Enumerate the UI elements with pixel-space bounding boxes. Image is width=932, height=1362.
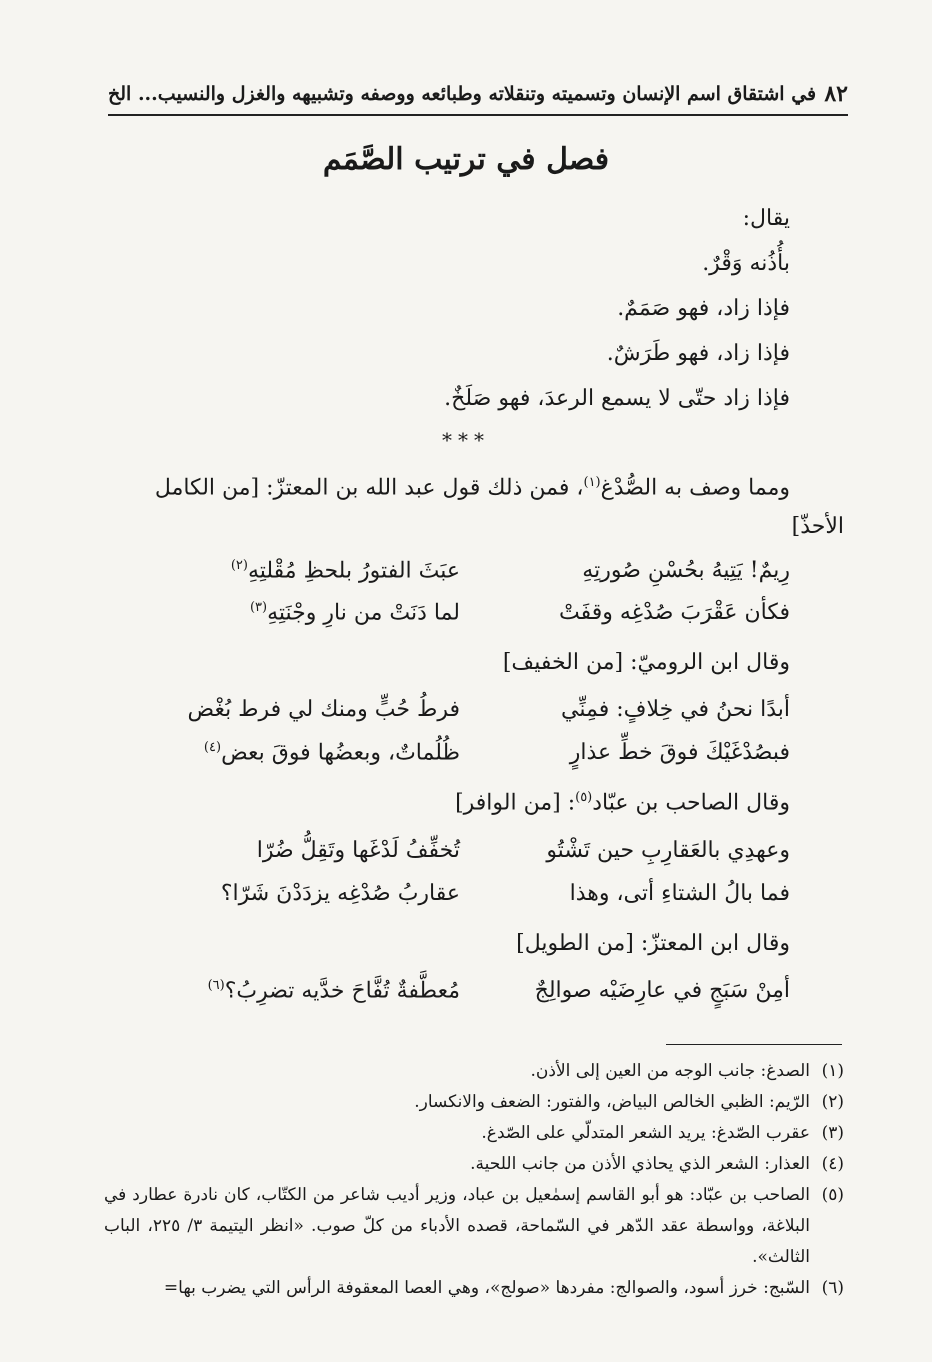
footnote-text: الصاحب بن عبّاد: هو أبو القاسم إسمٰعيل بن عباد، وزير أديب شاعر من الكتّاب، كان نادرة عطارد في البلاغة، وواسطة عقد الدّهر في السّماحة، قصده الأدباء من كلّ صوب. «انظر اليتيمة ٣/ ٢٢٥، الباب الثالث». bbox=[104, 1185, 810, 1267]
poem-introduction-text: : [من الوافر] bbox=[455, 790, 576, 816]
hemistich-text: عبَثَ الفتورُ بلحظِ مُقْلتِهِ bbox=[247, 558, 460, 584]
footnote-number: (٣) bbox=[821, 1123, 844, 1143]
intro-list bbox=[190, 196, 790, 421]
second-hemistich bbox=[231, 558, 460, 583]
section-intro-text: ومما وصف به الصُّدْغ bbox=[600, 475, 790, 501]
poem-introduction: وقال ابن الروميّ: [من الخفيف] bbox=[502, 650, 790, 675]
second-hemistich bbox=[250, 600, 460, 625]
poem-verse bbox=[110, 740, 790, 784]
poem-verse bbox=[110, 600, 790, 644]
second-hemistich: تُخفِّفُ لَدْغَها وتَقِلُّ ضُرّا bbox=[256, 838, 460, 863]
footnote-text: الصدغ: جانب الوجه من العين إلى الأذن. bbox=[530, 1061, 810, 1081]
hemistich-text: ظُلُماتٌ، وبعضُها فوقَ بعض bbox=[221, 740, 460, 766]
section-separator: *** bbox=[442, 428, 490, 452]
poem-introduction-text: وقال الصاحب بن عبّاد bbox=[592, 790, 790, 816]
footnote-ref: (٣) bbox=[249, 600, 268, 615]
first-hemistich: رِيمٌ! يَتِيهُ بحُسْنِ صُورتِهِ bbox=[582, 558, 790, 583]
footnotes bbox=[104, 1056, 844, 1304]
second-hemistich: عقاربُ صُدْغِه يزدَدْنَ شَرّا؟ bbox=[220, 881, 460, 906]
section-intro-line bbox=[155, 475, 790, 500]
poem-introduction bbox=[455, 790, 790, 815]
footnote-number: (١) bbox=[821, 1061, 844, 1081]
first-hemistich: أمِنْ سَبَجٍ في عارِضَيْه صوالِجٌ bbox=[534, 978, 790, 1003]
running-title: في اشتقاق اسم الإنسان وتسميته وتنقلاته وطبائعه ووصفه وتشبيهه والغزل والنسيب... الخ bbox=[108, 83, 817, 105]
footnote-number: (٤) bbox=[821, 1154, 844, 1174]
first-hemistich: فبصُدْغَيْكَ فوقَ خطِّ عذارٍ bbox=[569, 740, 790, 765]
poem-verse bbox=[110, 978, 790, 1022]
footnote-text: عقرب الصّدغ: يريد الشعر المتدلّي على الصّدغ. bbox=[481, 1123, 810, 1143]
footnote-number: (٥) bbox=[821, 1185, 844, 1205]
first-hemistich: أبدًا نحنُ في خِلافٍ: فمِنِّي bbox=[561, 697, 790, 722]
footnote-text: الرّيم: الظبي الخالص البياض، والفتور: الضعف والانكسار. bbox=[414, 1092, 810, 1112]
second-hemistich bbox=[204, 740, 460, 765]
footnote-ref: (١) bbox=[583, 475, 601, 490]
intro-line: فإذا زاد، فهو طَرَشٌ. bbox=[606, 341, 790, 366]
footnote-item bbox=[104, 1118, 844, 1149]
footnote-number: (٢) bbox=[821, 1092, 844, 1112]
poem-verse bbox=[110, 881, 790, 925]
second-hemistich: فرطُ حُبٍّ ومنك لي فرط بُغْض bbox=[187, 697, 460, 722]
footnote-item bbox=[104, 1056, 844, 1087]
chapter-title: فصل في ترتيب الصَّمَم bbox=[322, 142, 610, 177]
intro-line: فإذا زاد حتّى لا يسمع الرعدَ، فهو صَلَخٌ. bbox=[444, 386, 790, 411]
footnote-item bbox=[104, 1087, 844, 1118]
poem-introduction: وقال ابن المعتزّ: [من الطويل] bbox=[516, 931, 790, 956]
running-header bbox=[108, 74, 848, 116]
footnote-item bbox=[104, 1273, 844, 1304]
footnote-ref: (٢) bbox=[230, 558, 248, 573]
poem-verse bbox=[110, 838, 790, 882]
footnote-text: العذار: الشعر الذي يحاذي الأذن من جانب اللحية. bbox=[470, 1154, 810, 1174]
page-number: ٨٢ bbox=[824, 81, 848, 107]
intro-line: بأُذُنه وَقْرٌ. bbox=[702, 251, 790, 276]
footnote-item bbox=[104, 1180, 844, 1273]
second-hemistich bbox=[208, 978, 460, 1003]
footnote-ref: (٤) bbox=[203, 740, 222, 755]
footnote-divider bbox=[666, 1044, 842, 1045]
first-hemistich: فما بالُ الشتاءِ أتى، وهذا bbox=[569, 881, 790, 906]
intro-line: فإذا زاد، فهو صَمَمٌ. bbox=[617, 296, 790, 321]
first-hemistich: وعهدِي بالعَقارِبِ حين تَشْتُو bbox=[546, 838, 790, 863]
hemistich-text: مُعطَّفةٌ تُفَّاحَ خدَّيه تضرِبُ؟ bbox=[224, 978, 460, 1004]
poem-verse bbox=[110, 558, 790, 602]
footnote-ref: (٥) bbox=[575, 790, 593, 805]
section-intro-text: ، فمن ذلك قول عبد الله بن المعتزّ: [من الكامل bbox=[154, 475, 584, 501]
section-intro-continuation: الأحذّ] bbox=[791, 514, 844, 539]
first-hemistich: فكأن عَقْرَبَ صُدْغِه وقفَتْ bbox=[558, 600, 790, 625]
poem-verse bbox=[110, 697, 790, 741]
footnote-item bbox=[104, 1149, 844, 1180]
footnote-number: (٦) bbox=[821, 1278, 844, 1298]
footnote-ref: (٦) bbox=[207, 978, 225, 993]
intro-line: يقال: bbox=[742, 206, 790, 231]
hemistich-text: لما دَنَتْ من نارِ وجْنَتِهِ bbox=[267, 600, 460, 626]
footnote-text: السّبج: خرز أسود، والصوالج: مفردها «صولج»، وهي العصا المعقوفة الرأس التي يضرب بها= bbox=[163, 1278, 810, 1298]
